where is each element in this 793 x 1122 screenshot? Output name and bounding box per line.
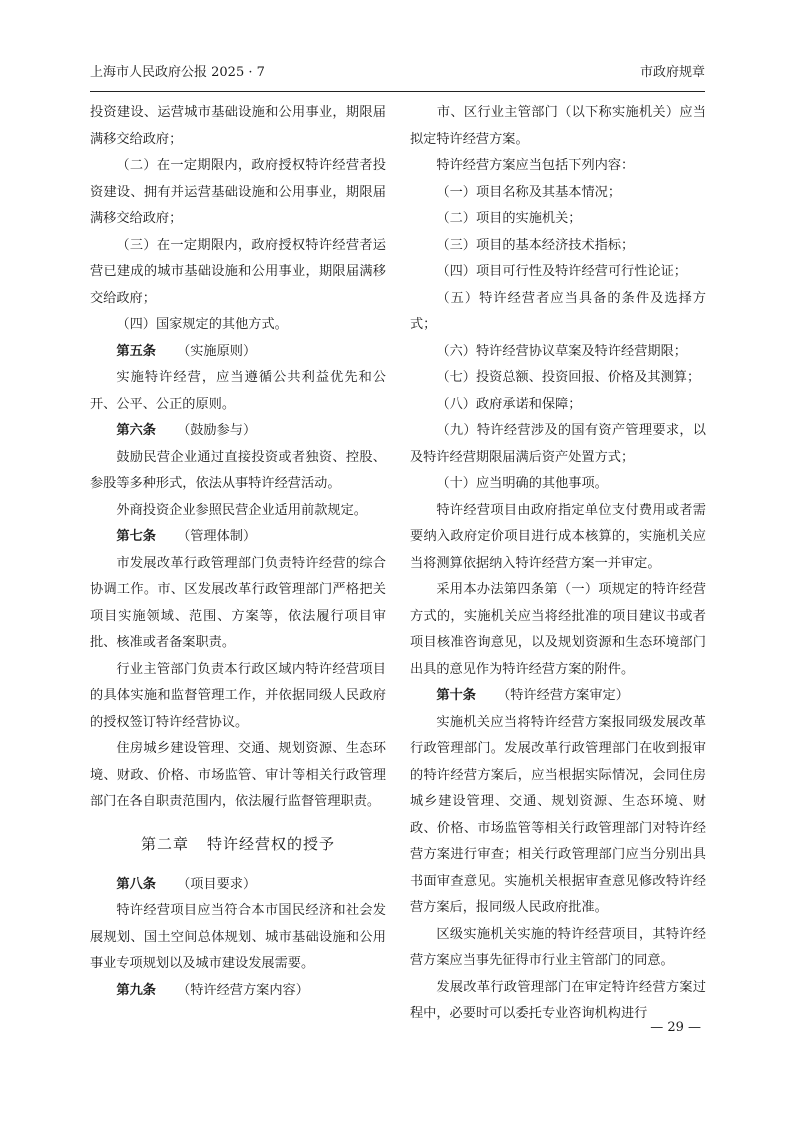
- chapter-number: 第二章: [140, 834, 189, 853]
- header-rule: [90, 91, 705, 92]
- paragraph: （三）在一定期限内，政府授权特许经营者运营已建成的城市基础设施和公用事业，期限届满移交给政府；: [90, 237, 386, 306]
- paragraph: 实施机关应当将特许经营方案报同级发展改革行政管理部门。发展改革行政管理部门在收到报审的特许经营方案后，应当根据实际情况，会同住房城乡建设管理、交通、规划资源、生态环境、财政、价格、市场监管等相关行政管理部门对特许经营方案进行审查；相关行政管理部门应当分别出具书面审查意见。实施机关根据审查意见修改特许经营方案后，报同级人民政府批准。: [410, 714, 706, 915]
- article-title: （特许经营方案审定）: [497, 688, 629, 703]
- paragraph: 发展改革行政管理部门在审定特许经营方案过程中，必要时可以委托专业咨询机构进行: [410, 979, 706, 1021]
- paragraph: 实施特许经营，应当遵循公共利益优先和公开、公平、公正的原则。: [90, 370, 386, 412]
- journal-title: 上海市人民政府公报 2025 · 7: [90, 65, 265, 80]
- article-title: （项目要求）: [177, 876, 257, 892]
- article-title: （管理体制）: [177, 529, 257, 544]
- chapter-title: 特许经营权的授予: [207, 834, 336, 853]
- paragraph: 行业主管部门负责本行政区域内特许经营项目的具体实施和监督管理工作，并依据同级人民政府的授权签订特许经营协议。: [90, 661, 386, 730]
- paragraph: 鼓励民营企业通过直接投资或者独资、控股、参股等多种形式，依法从事特许经营活动。: [90, 449, 386, 491]
- paragraph: （四）国家规定的其他方式。: [116, 317, 288, 332]
- paragraph: 市发展改革行政管理部门负责特许经营的综合协调工作。市、区发展改革行政管理部门严格把关项目实施领域、范围、方案等，依法履行项目审批、核准或者备案职责。: [90, 555, 386, 650]
- article-title: （特许经营方案内容）: [177, 982, 309, 998]
- paragraph: （七）投资总额、投资回报、价格及其测算；: [436, 370, 701, 385]
- paragraph: （十）应当明确的其他事项。: [436, 476, 608, 491]
- left-column: [90, 100, 386, 1004]
- paragraph: （二）项目的实施机关；: [436, 211, 582, 226]
- paragraph: （六）特许经营协议草案及特许经营期限；: [436, 343, 687, 359]
- paragraph: 住房城乡建设管理、交通、规划资源、生态环境、财政、价格、市场监管、审计等相关行政管理部门在各自职责范围内，依法履行监督管理职责。: [90, 741, 386, 809]
- article-title: （实施原则）: [177, 343, 257, 359]
- article-heading: [90, 418, 386, 445]
- article-heading: [90, 524, 386, 551]
- article-heading: [90, 872, 386, 899]
- article-number: 第五条: [116, 343, 156, 359]
- page-number: — 29 —: [650, 1020, 701, 1035]
- paragraph: 采用本办法第四条第（一）项规定的特许经营方式的，实施机关应当将经批准的项目建议书或者项目核准咨询意见，以及规划资源和生态环境部门出具的意见作为特许经营方案的附件。: [410, 582, 706, 677]
- paragraph: 特许经营项目由政府指定单位支付费用或者需要纳入政府定价项目进行成本核算的，实施机关应当将测算依据纳入特许经营方案一并审定。: [410, 502, 706, 571]
- paragraph: 投资建设、运营城市基础设施和公用事业，期限届满移交给政府；: [90, 105, 386, 147]
- paragraph: 特许经营项目应当符合本市国民经济和社会发展规划、国土空间总体规划、城市基础设施和公用事业专项规划以及城市建设发展需要。: [90, 903, 386, 971]
- article-number: 第九条: [116, 982, 156, 998]
- right-column: [410, 100, 706, 1028]
- paragraph: （一）项目名称及其基本情况；: [436, 184, 622, 200]
- chapter-heading: [90, 816, 386, 872]
- article-number: 第七条: [116, 529, 156, 544]
- article-number: 第十条: [436, 688, 476, 703]
- article-heading: [90, 339, 386, 366]
- article-heading: [410, 683, 706, 710]
- article-heading: [90, 978, 386, 1005]
- article-number: 第六条: [116, 423, 156, 438]
- paragraph: （五）特许经营者应当具备的条件及选择方式；: [410, 290, 706, 332]
- paragraph: （四）项目可行性及特许经营可行性论证；: [436, 264, 687, 279]
- paragraph: 特许经营方案应当包括下列内容：: [436, 158, 635, 173]
- paragraph: （八）政府承诺和保障；: [436, 396, 582, 412]
- section-title: 市政府规章: [639, 65, 705, 80]
- paragraph: （九）特许经营涉及的国有资产管理要求，以及特许经营期限届满后资产处置方式；: [410, 423, 706, 465]
- article-number: 第八条: [116, 876, 156, 892]
- paragraph: （二）在一定期限内，政府授权特许经营者投资建设、拥有并运营基础设施和公用事业，期限届满移交给政府；: [90, 158, 386, 226]
- paragraph: 市、区行业主管部门（以下称实施机关）应当拟定特许经营方案。: [410, 105, 706, 147]
- article-title: （鼓励参与）: [177, 423, 257, 438]
- paragraph: 区级实施机关实施的特许经营项目，其特许经营方案应当事先征得市行业主管部门的同意。: [410, 926, 706, 968]
- paragraph: 外商投资企业参照民营企业适用前款规定。: [116, 502, 367, 518]
- paragraph: （三）项目的基本经济技术指标；: [436, 237, 635, 253]
